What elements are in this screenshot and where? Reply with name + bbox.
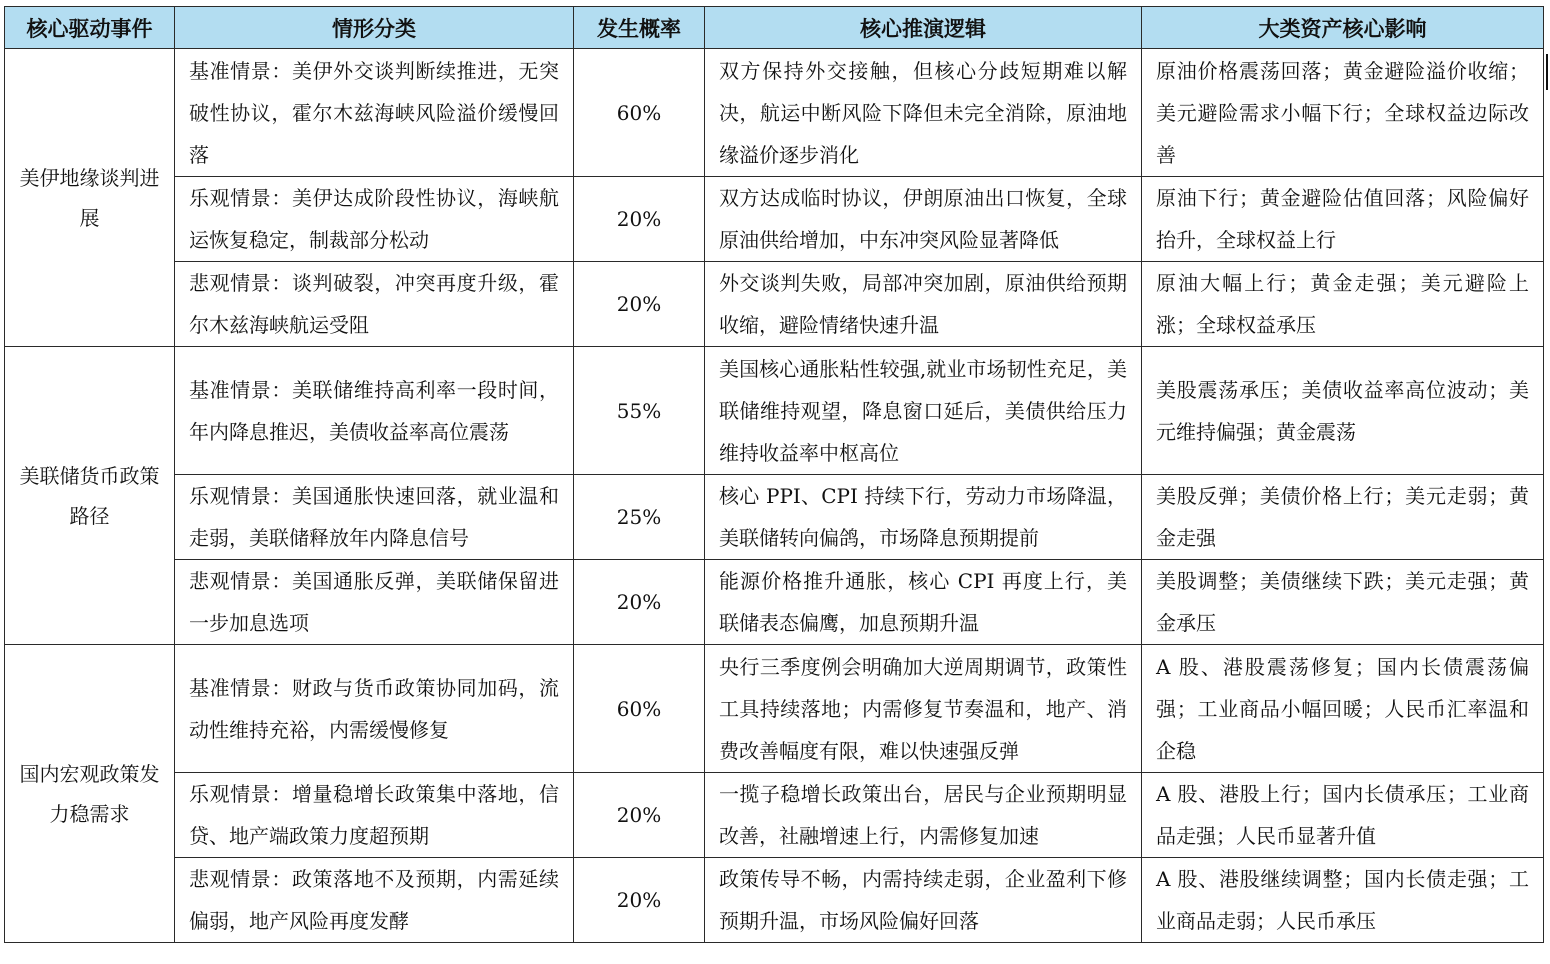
- table-row: [5, 347, 1544, 475]
- scenario-cell: 悲观情景：政策落地不及预期，内需延续偏弱，地产风险再度发酵: [175, 858, 574, 943]
- table-row: [5, 262, 1544, 347]
- table-row: [5, 177, 1544, 262]
- impact-cell: A 股、港股继续调整；国内长债走强；工业商品走弱；人民币承压: [1142, 858, 1544, 943]
- logic-cell: 核心 PPI、CPI 持续下行，劳动力市场降温，美联储转向偏鸽，市场降息预期提前: [705, 475, 1142, 560]
- probability-cell: 25%: [574, 475, 705, 560]
- probability-cell: 20%: [574, 560, 705, 645]
- probability-cell: 20%: [574, 858, 705, 943]
- event-cell: 美联储货币政策路径: [5, 347, 175, 645]
- logic-cell: 央行三季度例会明确加大逆周期调节，政策性工具持续落地；内需修复节奏温和，地产、消费改善幅度有限，难以快速强反弹: [705, 645, 1142, 773]
- scenario-cell: 基准情景：财政与货币政策协同加码，流动性维持充裕，内需缓慢修复: [175, 645, 574, 773]
- logic-cell: 能源价格推升通胀，核心 CPI 再度上行，美联储表态偏鹰，加息预期升温: [705, 560, 1142, 645]
- probability-cell: 20%: [574, 262, 705, 347]
- header-row: [5, 7, 1544, 49]
- impact-cell: 原油价格震荡回落；黄金避险溢价收缩；美元避险需求小幅下行；全球权益边际改善: [1142, 49, 1544, 177]
- scenario-cell: 基准情景：美联储维持高利率一段时间，年内降息推迟，美债收益率高位震荡: [175, 347, 574, 475]
- scenario-cell: 乐观情景：美伊达成阶段性协议，海峡航运恢复稳定，制裁部分松动: [175, 177, 574, 262]
- header-scenario: 情形分类: [175, 7, 574, 49]
- probability-cell: 60%: [574, 49, 705, 177]
- impact-cell: 原油下行；黄金避险估值回落；风险偏好抬升，全球权益上行: [1142, 177, 1544, 262]
- scenario-cell: 乐观情景：增量稳增长政策集中落地，信贷、地产端政策力度超预期: [175, 773, 574, 858]
- impact-cell: A 股、港股震荡修复；国内长债震荡偏强；工业商品小幅回暖；人民币汇率温和企稳: [1142, 645, 1544, 773]
- logic-cell: 美国核心通胀粘性较强,就业市场韧性充足，美联储维持观望，降息窗口延后，美债供给压力维持收益率中枢高位: [705, 347, 1142, 475]
- scenario-cell: 悲观情景：谈判破裂，冲突再度升级，霍尔木兹海峡航运受阻: [175, 262, 574, 347]
- logic-cell: 双方达成临时协议，伊朗原油出口恢复，全球原油供给增加，中东冲突风险显著降低: [705, 177, 1142, 262]
- scenario-cell: 乐观情景：美国通胀快速回落，就业温和走弱，美联储释放年内降息信号: [175, 475, 574, 560]
- logic-cell: 双方保持外交接触，但核心分歧短期难以解决，航运中断风险下降但未完全消除，原油地缘溢价逐步消化: [705, 49, 1142, 177]
- table-row: [5, 560, 1544, 645]
- logic-cell: 一揽子稳增长政策出台，居民与企业预期明显改善，社融增速上行，内需修复加速: [705, 773, 1142, 858]
- header-probability: 发生概率: [574, 7, 705, 49]
- table-row: [5, 773, 1544, 858]
- scenario-cell: 基准情景：美伊外交谈判断续推进，无突破性协议，霍尔木兹海峡风险溢价缓慢回落: [175, 49, 574, 177]
- scenario-analysis-table: [4, 6, 1544, 943]
- probability-cell: 60%: [574, 645, 705, 773]
- probability-cell: 20%: [574, 773, 705, 858]
- impact-cell: 美股调整；美债继续下跌；美元走强；黄金承压: [1142, 560, 1544, 645]
- header-logic: 核心推演逻辑: [705, 7, 1142, 49]
- event-cell: 国内宏观政策发力稳需求: [5, 645, 175, 943]
- table-row: [5, 645, 1544, 773]
- impact-cell: 美股震荡承压；美债收益率高位波动；美元维持偏强；黄金震荡: [1142, 347, 1544, 475]
- scenario-cell: 悲观情景：美国通胀反弹，美联储保留进一步加息选项: [175, 560, 574, 645]
- header-impact: 大类资产核心影响: [1142, 7, 1544, 49]
- impact-cell: A 股、港股上行；国内长债承压；工业商品走强；人民币显著升值: [1142, 773, 1544, 858]
- table-row: [5, 49, 1544, 177]
- impact-cell: 原油大幅上行；黄金走强；美元避险上涨；全球权益承压: [1142, 262, 1544, 347]
- impact-cell: 美股反弹；美债价格上行；美元走弱；黄金走强: [1142, 475, 1544, 560]
- logic-cell: 外交谈判失败，局部冲突加剧，原油供给预期收缩，避险情绪快速升温: [705, 262, 1142, 347]
- probability-cell: 20%: [574, 177, 705, 262]
- header-event: 核心驱动事件: [5, 7, 175, 49]
- scrollbar-mark: [1546, 54, 1548, 90]
- logic-cell: 政策传导不畅，内需持续走弱，企业盈利下修预期升温，市场风险偏好回落: [705, 858, 1142, 943]
- table-row: [5, 858, 1544, 943]
- probability-cell: 55%: [574, 347, 705, 475]
- event-cell: 美伊地缘谈判进展: [5, 49, 175, 347]
- table-row: [5, 475, 1544, 560]
